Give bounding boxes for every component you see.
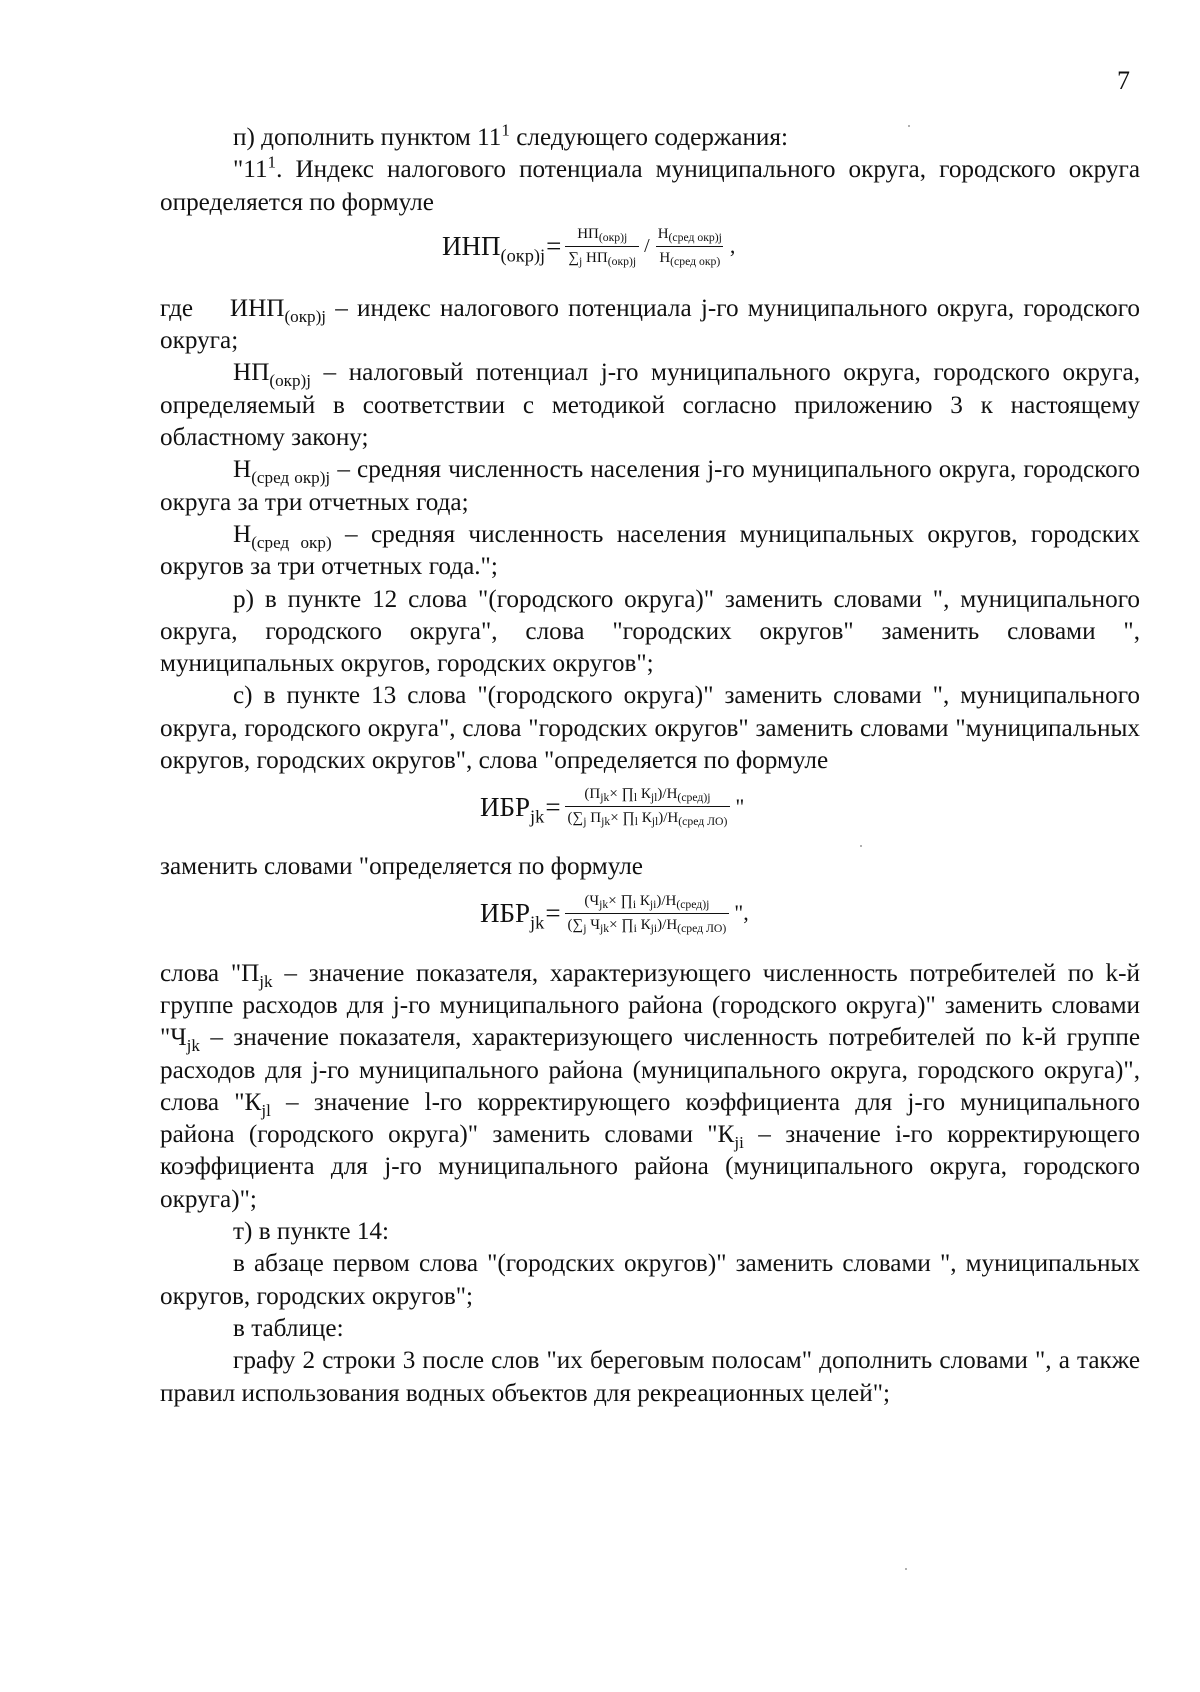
definition-inp: где $ИНП_{(окр)j}$ – индекс налогового потенциала j-го муниципального округа, городского округа;	[160, 294, 1140, 355]
definition-population-avg: $Н_{(сред окр)}$ – средняя численность населения муниципальных округов, городских округов за три отчетных года.";	[160, 520, 1141, 581]
document-body	[160, 122, 1140, 1410]
paragraph-item-p: п) дополнить пунктом $11^1$ следующего содержания:	[233, 120, 788, 151]
paragraph-definitions-replace: слова "$П_{jk}$ – значение показателя, характеризующего численность потребителей по k-й группе расходов для j-го муниципального района (городского округа)" заменить словами "$Ч_{jk}$ – значение показателя, характеризующего численность потребителей по k-й группе расходов для j-го муниципального района (муниципального округа, городского округа)", слова "$К_{jl}$ – значение l-го корректирующего коэффициента для j-го муниципального района (городского округа)" заменить словами "$К_{ji}$ – значение i-го корректирующего коэффициента для j-го муниципального района (муниципального округа, городского округа)";	[160, 959, 1140, 1213]
scan-speck	[905, 1568, 907, 1570]
paragraph-t-graph: графу 2 строки 3 после слов "их береговым полосам" дополнить словами ", а также правил использования водных объектов для рекреационных целей";	[160, 1347, 1140, 1407]
fraction-population: $\frac{Н_{(сред окр)j}}{Н_{(сред окр)}}$	[657, 225, 722, 268]
paragraph-11-1: "$11^1$. Индекс налогового потенциала муниципального округа, городского округа определяется по формуле	[160, 152, 1140, 216]
paragraph-item-t: т) в пункте 14:	[233, 1218, 390, 1246]
fraction-ibr-new: $\frac{(Ч_{jk}\times \prod_i К_{ji})/Н_{(сред)j}}{(\sum_j Ч_{jk}\times \prod_i К_{ji})/Н_{(сред ЛО)}}$	[565, 892, 730, 935]
page-number: 7	[1117, 66, 1130, 95]
paragraph-replace: заменить словами "определяется по формуле	[160, 853, 643, 881]
definition-np: $НП_{(окр)j}$ – налоговый потенциал j-го муниципального округа, городского округа, определяемый в соответствии с методикой согласно приложению 3 к настоящему областному закону;	[160, 359, 1140, 452]
scan-speck	[860, 845, 862, 847]
fraction-ibr-old: $\frac{(П_{jk}\times \prod_l К_{jl})/Н_{(сред)j}}{(\sum_j П_{jk}\times \prod_l К_{jl})/Н_{(сред ЛО)}}$	[565, 785, 731, 828]
paragraph-t-abzac: в абзаце первом слова "(городских округов)" заменить словами ", муниципальных округов, городских округов";	[160, 1250, 1140, 1310]
formula-ibr-new: $ИБР_{jk}$ = $\frac{(Ч_{jk}\times \prod_i К_{ji})/Н_{(сред)j}}{(\sum_j Ч_{jk}\times \prod_i К_{ji})/Н_{(сред ЛО)}}$ ",	[480, 892, 749, 935]
formula-ibr-old: $ИБР_{jk}$ = $\frac{(П_{jk}\times \prod_l К_{jl})/Н_{(сред)j}}{(\sum_j П_{jk}\times \prod_l К_{jl})/Н_{(сред ЛО)}}$ "	[480, 786, 745, 829]
formula-inp: $ИНП_{(окр)j}$ = $\frac{НП_{(окр)j}}{\sum_j НП_{(окр)j}}$ / $\frac{Н_{(сред окр)j}}{Н_{(сред окр)}}$ ,	[442, 225, 736, 268]
paragraph-t-table: в таблице:	[233, 1314, 344, 1342]
paragraph-item-s: с) в пункте 13 слова "(городского округа)" заменить словами ", муниципального округа, городского округа", слова "городских округов" заменить словами "муниципальных округов, городских округов", слова "определяется по формуле	[160, 682, 1140, 775]
scan-speck	[908, 125, 910, 127]
paragraph-item-r: р) в пункте 12 слова "(городского округа)" заменить словами ", муниципального округа, городского округа", слова "городских округов" заменить словами ", муниципальных округов, городских округов";	[160, 585, 1140, 678]
formula-lhs: $ИНП_{(окр)j}$	[442, 231, 546, 266]
definition-population-j: $Н_{(сред окр)j}$ – средняя численность населения j-го муниципального округа, городского округа за три отчетных года;	[160, 456, 1140, 516]
fraction-np: $\frac{НП_{(окр)j}}{\sum_j НП_{(окр)j}}$	[565, 225, 639, 268]
